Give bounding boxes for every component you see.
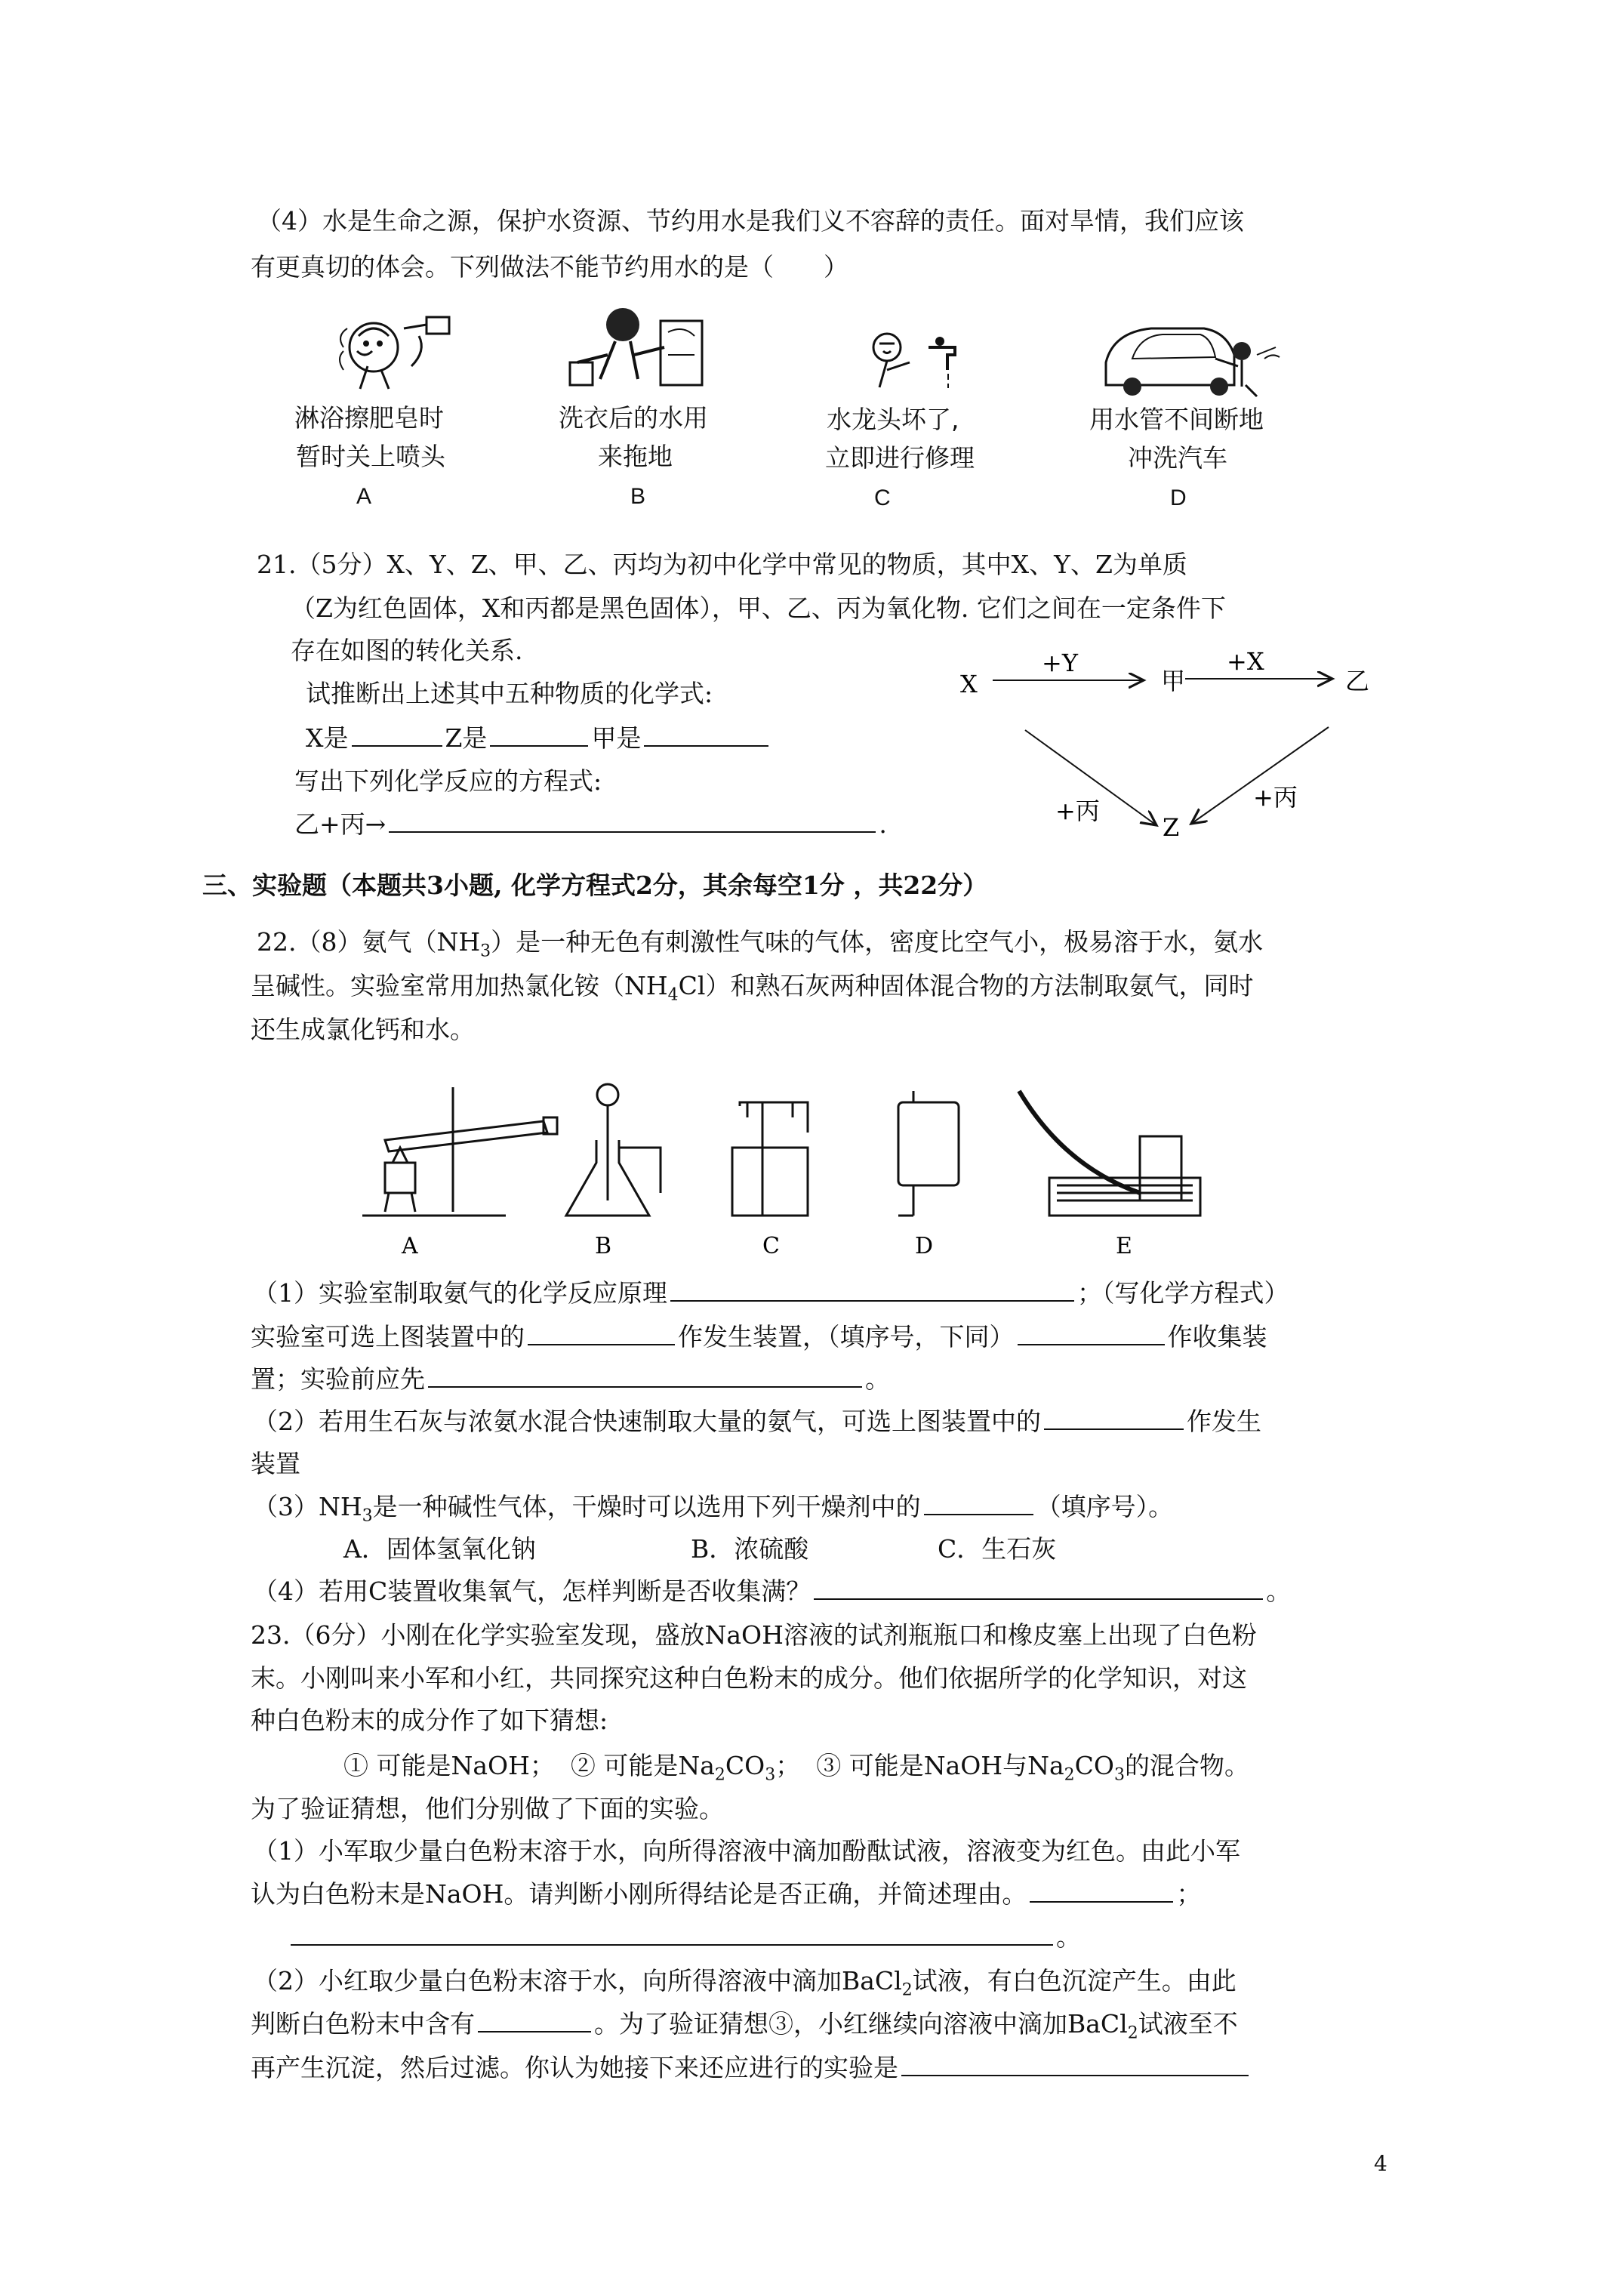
apparatus-label-b: B	[595, 1233, 612, 1259]
q23-p1-judge-blank[interactable]	[1030, 1878, 1173, 1903]
apparatus-label-a: A	[402, 1233, 418, 1259]
diagram-plus-y: +Y	[1042, 649, 1078, 677]
q21-blanks-row	[306, 723, 771, 755]
q23-line2: 末。小刚叫来小军和小红，共同探究这种白色粉末的成分。他们依据所学的化学知识，对这	[251, 1663, 1247, 1693]
q21-eq-label: 乙+丙→	[294, 809, 387, 839]
diagram-jia: 甲	[1161, 667, 1186, 695]
picture-b-letter: B	[630, 484, 646, 509]
q21-eq-blank[interactable]	[389, 809, 876, 833]
q23-p1-line2: 认为白色粉末是NaOH。请判断小刚所得结论是否正确，并简述理由。 ；	[251, 1879, 1202, 1909]
diagram-plus-x: +X	[1227, 647, 1264, 676]
q21-line6: 写出下列化学反应的方程式:	[294, 766, 602, 796]
apparatus-label-e: E	[1116, 1233, 1132, 1259]
picture-d-letter: D	[1170, 485, 1187, 510]
apparatus-label-c: C	[762, 1233, 780, 1259]
q20-line2: 有更真切的体会。下列做法不能节约用水的是（ ）	[251, 252, 848, 282]
q22-p3-row: $(3)NH_3$是一种碱性气体，干燥时可以选用下列干燥剂中的 （填序号）。	[253, 1492, 1174, 1526]
page-number: 4	[1374, 2151, 1387, 2176]
q23-p1-line3: 。	[291, 1922, 1081, 1954]
q21-line3: 存在如图的转化关系.	[291, 636, 523, 665]
diagram-plus-bing2: +丙	[1253, 783, 1298, 812]
q21-z-blank[interactable]	[490, 723, 588, 747]
diagram-z: Z	[1163, 813, 1180, 842]
q23-line5: 为了验证猜想，他们分别做了下面的实验。	[251, 1794, 724, 1823]
q21-line4: 试推断出上述其中五种物质的化学式:	[306, 679, 713, 708]
apparatus-c	[732, 1102, 808, 1216]
picture-d-carwash	[1091, 317, 1287, 400]
q22-line1: 22.（8）氨气$(NH_3)$是一种无色有刺激性气味的气体，密度比空气小，极易溶于水，氨水	[257, 927, 1264, 961]
q22-option-c: C．生石灰	[938, 1534, 1057, 1564]
q22-line3: 还生成氯化钙和水。	[251, 1015, 475, 1044]
q23-line3: 种白色粉末的成分作了如下猜想:	[251, 1706, 608, 1735]
picture-c-faucet	[857, 325, 978, 396]
apparatus-b	[566, 1084, 661, 1216]
picture-a-caption2: 暂时关上喷头	[296, 442, 445, 471]
q21-x-label: X是	[306, 723, 349, 753]
q23-p2-line3: 再产生沉淀，然后过滤。你认为她接下来还应进行的实验是	[251, 2052, 1252, 2085]
q22-p1-row1: （1）实验室制取氨气的化学反应原理 ；（写化学方程式）	[253, 1278, 1289, 1308]
q22-p1-equation-blank[interactable]	[670, 1277, 1074, 1302]
q23-p2-line1: （2）小红取少量白色粉末溶于水，向所得溶液中滴加BaCl$_2$试液，有白色沉淀产生。由此	[253, 1966, 1236, 2000]
q21-equation-row	[294, 809, 887, 841]
q22-p1-row2: 实验室可选上图装置中的 作发生装置，（填序号，下同） 作收集装	[251, 1322, 1267, 1351]
q21-eq-end: .	[879, 809, 887, 839]
apparatus-d	[898, 1091, 959, 1216]
q21-line1: 21.（5分）X、Y、Z、甲、乙、丙均为初中化学中常见的物质，其中X、Y、Z为单质	[257, 550, 1187, 579]
q23-line1: 23.（6分）小刚在化学实验室发现，盛放NaOH溶液的试剂瓶瓶口和橡皮塞上出现了白色粉	[251, 1620, 1257, 1650]
picture-a-caption1: 淋浴擦肥皂时	[294, 403, 444, 433]
q23-p2-contains-blank[interactable]	[478, 2008, 591, 2032]
picture-b-caption2: 来拖地	[598, 442, 673, 471]
q23-p1-line1: （1）小军取少量白色粉末溶于水，向所得溶液中滴加酚酞试液，溶液变为红色。由此小军	[253, 1836, 1240, 1866]
apparatus-label-d: D	[915, 1233, 934, 1259]
picture-c-caption2: 立即进行修理	[825, 443, 975, 473]
q22-line2: 呈碱性。实验室常用加热氯化铵$(NH_4Cl)$和熟石灰两种固体混合物的方法制取氨气，同时	[251, 971, 1254, 1005]
q23-p1-reason-blank[interactable]	[291, 1922, 1053, 1946]
q21-z-label: Z是	[445, 723, 488, 753]
apparatus-a	[362, 1087, 557, 1216]
q22-p1-collector-blank[interactable]	[1018, 1321, 1165, 1345]
q23-guesses: ① 可能是NaOH； ② 可能是$Na_2CO_3$； ③ 可能是NaOH与$Na_2CO_3$的混合物。	[343, 1751, 1249, 1785]
q22-option-b: B．浓硫酸	[691, 1534, 809, 1564]
q22-p4-blank[interactable]	[814, 1576, 1263, 1600]
q22-p1-row3: 置；实验前应先 。	[251, 1364, 890, 1394]
q22-p1-generator-blank[interactable]	[528, 1321, 675, 1345]
q21-conversion-diagram	[951, 646, 1374, 857]
q23-p2-next-blank[interactable]	[901, 2052, 1249, 2076]
picture-c-caption1: 水龙头坏了,	[827, 405, 959, 434]
picture-d-caption2: 冲洗汽车	[1128, 443, 1227, 473]
q21-x-blank[interactable]	[352, 723, 442, 747]
picture-b-caption1: 洗衣后的水用	[559, 403, 708, 433]
q20-line1: （4）水是生命之源，保护水资源、节约用水是我们义不容辞的责任。面对旱情，我们应该	[257, 206, 1244, 236]
diagram-plus-bing1: +丙	[1055, 797, 1100, 825]
q23-p2-line2: 判断白色粉末中含有 。为了验证猜想③，小红继续向溶液中滴加BaCl$_2$试液至不	[251, 2009, 1238, 2043]
picture-a-letter: A	[356, 484, 372, 509]
q22-p3-blank[interactable]	[924, 1491, 1033, 1515]
q21-jia-blank[interactable]	[644, 723, 768, 747]
diagram-x: X	[960, 670, 978, 698]
picture-a-shower	[313, 306, 464, 396]
picture-b-mopping	[555, 302, 713, 396]
q22-p2-row2: 装置	[251, 1449, 300, 1478]
picture-d-caption1: 用水管不间断地	[1089, 405, 1264, 434]
diagram-yi: 乙	[1345, 667, 1370, 695]
q21-jia-label: 甲是	[591, 723, 642, 753]
section3-heading: 三、实验题（本题共3小题, 化学方程式2分，其余每空1分 ，共22分）	[202, 871, 988, 900]
apparatus-e	[1019, 1091, 1200, 1216]
q22-p2-blank[interactable]	[1044, 1406, 1184, 1430]
q21-line2: （Z为红色固体，X和丙都是黑色固体），甲、乙、丙为氧化物. 它们之间在一定条件下	[291, 593, 1226, 623]
q22-option-a: A．固体氢氧化钠	[343, 1534, 536, 1564]
q22-p1-prep-blank[interactable]	[428, 1364, 862, 1388]
q22-p4-row: （4）若用C装置收集氧气，怎样判断是否收集满？ 。	[253, 1576, 1292, 1606]
apparatus-figure	[355, 1072, 1261, 1261]
q22-p2-row1: （2）若用生石灰与浓氨水混合快速制取大量的氨气，可选上图装置中的 作发生	[253, 1407, 1261, 1436]
picture-c-letter: C	[874, 485, 891, 510]
